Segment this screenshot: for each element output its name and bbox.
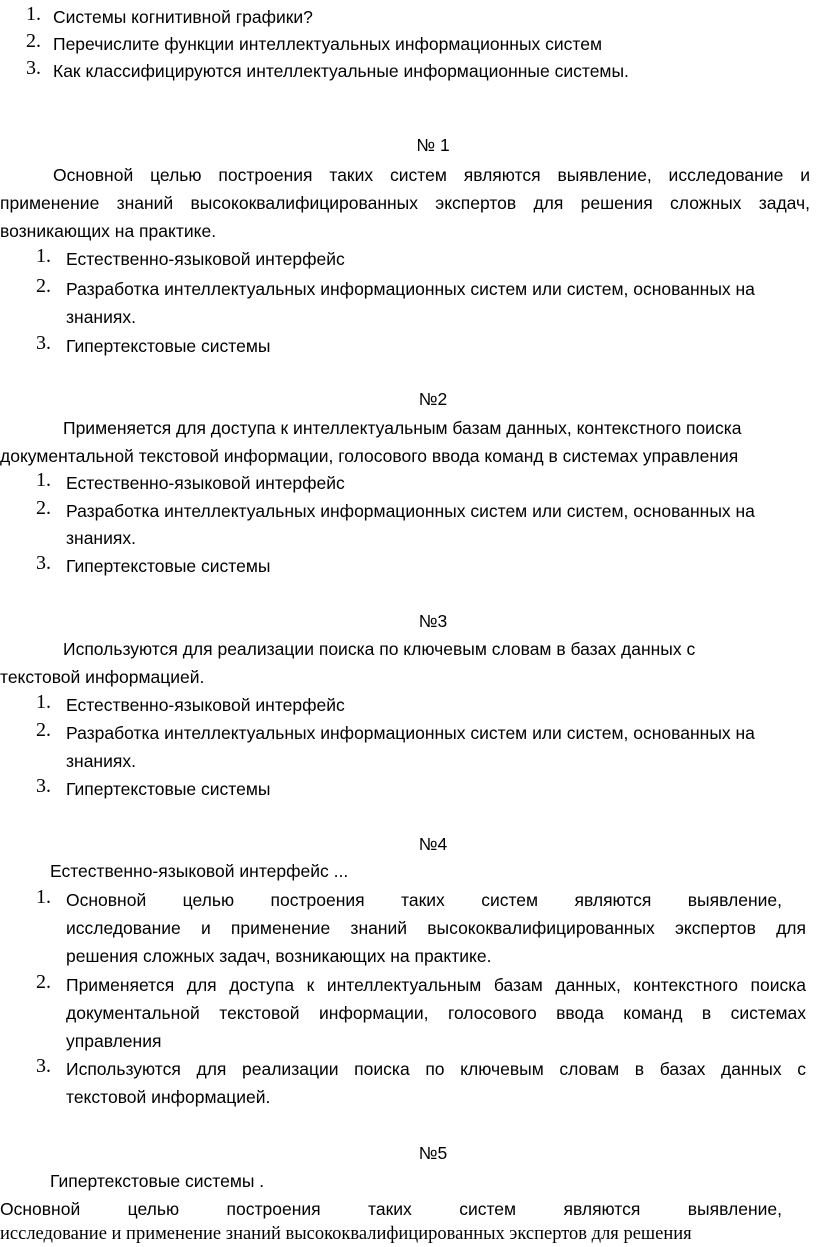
option-text: Гипертекстовые системы [66, 779, 271, 799]
option-number: 3. [36, 775, 51, 797]
option-text: Гипертекстовые системы [66, 336, 271, 356]
option-text: Разработка интеллектуальных информационных систем или систем, основанных на [66, 501, 755, 521]
list-number: 1. [26, 3, 41, 25]
section-heading: №5 [418, 1143, 448, 1163]
body-line: исследование и применение знаний высококвалифицированных экспертов для решения [0, 1224, 692, 1244]
prompt-line: Используются для реализации поиска по ключевым словам в базах данных с [63, 639, 696, 659]
option-text: исследование и применение знаний высококвалифицированных экспертов для [66, 918, 806, 938]
option-text: Гипертекстовые системы [66, 556, 271, 576]
list-number: 2. [26, 30, 41, 52]
list-item: Системы когнитивной графики? [53, 7, 313, 27]
option-text: Используются для реализации поиска по ключевым словам в базах данных с [66, 1059, 806, 1079]
option-number: 2. [36, 719, 51, 741]
body-line: Основной целью построения таких систем являются выявление, [0, 1199, 782, 1219]
option-number: 2. [36, 971, 51, 993]
option-text: Основной целью построения таких систем являются выявление, [66, 890, 782, 910]
prompt-line: документальной текстовой информации, голосового ввода команд в системах управления [0, 446, 739, 466]
option-text: текстовой информацией. [66, 1087, 271, 1107]
option-number: 3. [36, 552, 51, 574]
list-number: 3. [26, 57, 41, 79]
option-number: 2. [36, 275, 51, 297]
option-text: знаниях. [66, 307, 136, 327]
option-text: Разработка интеллектуальных информационных систем или систем, основанных на [66, 723, 755, 743]
option-text: документальной текстовой информации, голосового ввода команд в системах [66, 1003, 806, 1023]
option-text: знаниях. [66, 528, 136, 548]
option-text: Естественно-языковой интерфейс [66, 473, 345, 493]
prompt-line: Гипертекстовые системы . [50, 1171, 265, 1191]
option-text: Разработка интеллектуальных информационных систем или систем, основанных на [66, 279, 755, 299]
section-heading: № 1 [416, 135, 450, 155]
prompt-line: возникающих на практике. [0, 221, 217, 241]
section-heading: №4 [418, 834, 448, 854]
option-number: 2. [36, 497, 51, 519]
option-number: 3. [36, 1055, 51, 1077]
option-text: управления [66, 1031, 162, 1051]
prompt-line: Основной целью построения таких систем являются выявление, исследование и [53, 165, 810, 185]
option-number: 1. [36, 469, 51, 491]
section-heading: №3 [418, 611, 448, 631]
option-text: решения сложных задач, возникающих на практике. [66, 946, 492, 966]
prompt-line: Применяется для доступа к интеллектуальным базам данных, контекстного поиска [63, 418, 742, 438]
option-number: 1. [36, 245, 51, 267]
option-text: Естественно-языковой интерфейс [66, 249, 345, 269]
option-number: 3. [36, 332, 51, 354]
option-number: 1. [36, 691, 51, 713]
option-text: Естественно-языковой интерфейс [66, 695, 345, 715]
list-item: Перечислите функции интеллектуальных информационных систем [53, 34, 603, 54]
prompt-line: Естественно-языковой интерфейс ... [50, 861, 349, 881]
option-text: знаниях. [66, 751, 136, 771]
prompt-line: применение знаний высококвалифицированных экспертов для решения сложных задач, [0, 193, 810, 213]
section-heading: №2 [418, 389, 448, 409]
list-item: Как классифицируются интеллектуальные информационные системы. [53, 61, 629, 81]
option-number: 1. [36, 886, 51, 908]
prompt-line: текстовой информацией. [0, 667, 205, 687]
option-text: Применяется для доступа к интеллектуальным базам данных, контекстного поиска [66, 975, 806, 995]
